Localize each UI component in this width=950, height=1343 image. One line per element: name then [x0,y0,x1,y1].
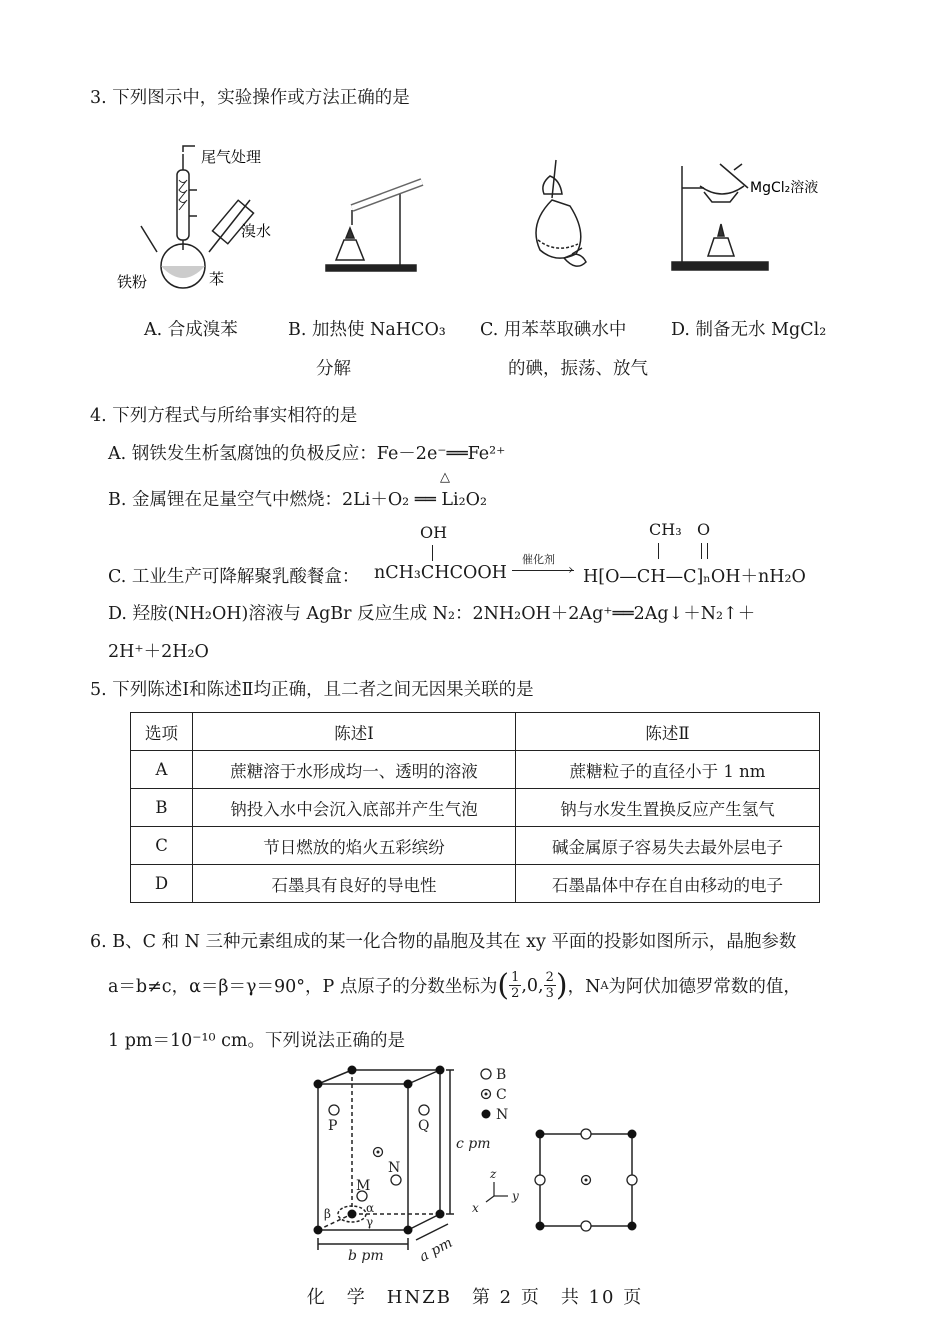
q4-option-c-co-bond [701,543,708,559]
label-c: c pm [456,1136,491,1152]
q6-line1: 6. B、C 和 N 三种元素组成的某一化合物的晶胞及其在 xy 平面的投影如图所示，晶胞参数 [90,932,797,952]
q4-option-c-lead: C. 工业生产可降解聚乳酸餐盒： [108,567,360,587]
q6-line3: 1 pm＝10⁻¹⁰ cm。下列说法正确的是 [108,1031,405,1051]
axis-z: z [490,1167,497,1181]
label-q: Q [418,1118,430,1134]
q3-option-d: D. 制备无水 MgCl₂ [671,320,827,340]
q4-option-d-line1: D. 羟胺(NH₂OH)溶液与 AgBr 反应生成 N₂：2NH₂OH＋2Ag⁺══2Ag↓＋N₂↑＋ [108,604,756,624]
label-alpha: α [366,1201,375,1215]
q4-option-c-catalyst: 催化剂 [522,553,555,566]
legend-n: N [496,1107,509,1123]
row-c-option: C [131,827,193,865]
table-header-row [131,713,820,751]
q4-option-a: A. 钢铁发生析氢腐蚀的负极反应：Fe－2e⁻══Fe²⁺ [108,444,506,464]
q4-option-b-heat: △ [440,470,450,485]
q4-option-c-reactant: nCH₃CHCOOH [374,563,507,583]
fig-b-apparatus [322,170,442,275]
q4-option-c-oh: OH [420,523,448,542]
q3-option-b-line1: B. 加热使 NaHCO₃ [288,320,446,340]
table-row [131,865,820,903]
table-row [131,751,820,789]
row-d-option: D [131,865,193,903]
axis-x: x [472,1201,479,1215]
label-p: P [328,1118,338,1134]
legend-c: C [496,1087,507,1103]
row-b-statement-1: 钠投入水中会沉入底部并产生气泡 [193,789,516,827]
q4-option-c-product: H[O—CH—C]ₙOH＋nH₂O [583,567,806,587]
q3-stem: 3. 下列图示中，实验操作或方法正确的是 [90,88,410,108]
q5-table [130,712,820,903]
row-a-statement-2: 蔗糖粒子的直径小于 1 nm [516,751,820,789]
axis-y: y [512,1189,519,1203]
fraction-2-3: $\frac{2}{3}$ [545,970,554,1001]
q6-coord-mid: ,0, [521,975,544,996]
table-row [131,827,820,865]
q6-line2 [108,968,801,1003]
q4-option-b: B. 金属锂在足量空气中燃烧：2Li＋O₂ ══ Li₂O₂ [108,490,487,510]
fig-a-label-bottom: 苯 [209,270,225,288]
q6-line2-c: 为阿伏加德罗常数的值， [608,977,801,997]
row-d-statement-1: 石墨具有良好的导电性 [193,865,516,903]
q4-stem: 4. 下列方程式与所给事实相符的是 [90,406,358,426]
q3-option-b-line2: 分解 [316,359,351,379]
unit-cell-diagram [300,1062,650,1266]
fig-d-apparatus [668,158,819,276]
row-a-option: A [131,751,193,789]
row-b-statement-2: 钠与水发生置换反应产生氢气 [516,789,820,827]
fig-a-label-top: 尾气处理 [201,148,262,166]
table-row [131,789,820,827]
header-statement-2: 陈述Ⅱ [516,713,820,751]
label-m: M [356,1178,371,1194]
label-beta: β [324,1207,331,1221]
q4-option-c-arrow [512,570,574,571]
q6-line2-sub: A [600,979,609,992]
row-d-statement-2: 石墨晶体中存在自由移动的电子 [516,865,820,903]
header-option: 选项 [131,713,193,751]
q4-option-c-ch3-bond [658,543,659,559]
header-statement-1: 陈述Ⅰ [193,713,516,751]
q3-option-c-line1: C. 用苯萃取碘水中 [480,320,627,340]
label-n: N [388,1160,401,1176]
label-a: a pm [416,1234,456,1266]
fig-d-label: MgCl₂溶液 [750,180,819,196]
q4-option-c-arrow-head: › [568,562,574,578]
q3-option-a: A. 合成溴苯 [144,320,238,340]
q4-option-c-oh-bond [432,545,433,561]
fig-a-label-left: 铁粉 [117,273,148,291]
q4-option-c-ch3: CH₃ [649,520,682,539]
label-gamma: γ [366,1215,374,1229]
q6-line2-b: ，N [567,977,601,997]
row-c-statement-2: 碱金属原子容易失去最外层电子 [516,827,820,865]
legend-b: B [496,1067,507,1083]
q3-option-c-line2: 的碘，振荡、放气 [508,359,648,379]
q4-option-c-o: O [697,520,711,539]
paren-close: ) [555,968,568,1003]
row-b-option: B [131,789,193,827]
fig-a-apparatus [105,140,295,300]
q4-option-d-line2: 2H⁺＋2H₂O [108,642,209,662]
row-c-statement-1: 节日燃放的焰火五彩缤纷 [193,827,516,865]
label-b: b pm [348,1248,384,1264]
page-footer: 化 学 HNZB 第 2 页 共 10 页 [306,1287,644,1308]
q5-stem: 5. 下列陈述Ⅰ和陈述Ⅱ均正确，且二者之间无因果关联的是 [90,680,534,700]
paren-open: ( [497,968,510,1003]
q6-line2-a: a＝b≠c，α＝β＝γ＝90°，P 点原子的分数坐标为 [108,977,498,997]
fig-c-apparatus [526,154,606,279]
fig-a-label-right: 溴水 [241,222,272,240]
row-a-statement-1: 蔗糖溶于水形成均一、透明的溶液 [193,751,516,789]
fraction-1-2: $\frac{1}{2}$ [511,970,520,1001]
